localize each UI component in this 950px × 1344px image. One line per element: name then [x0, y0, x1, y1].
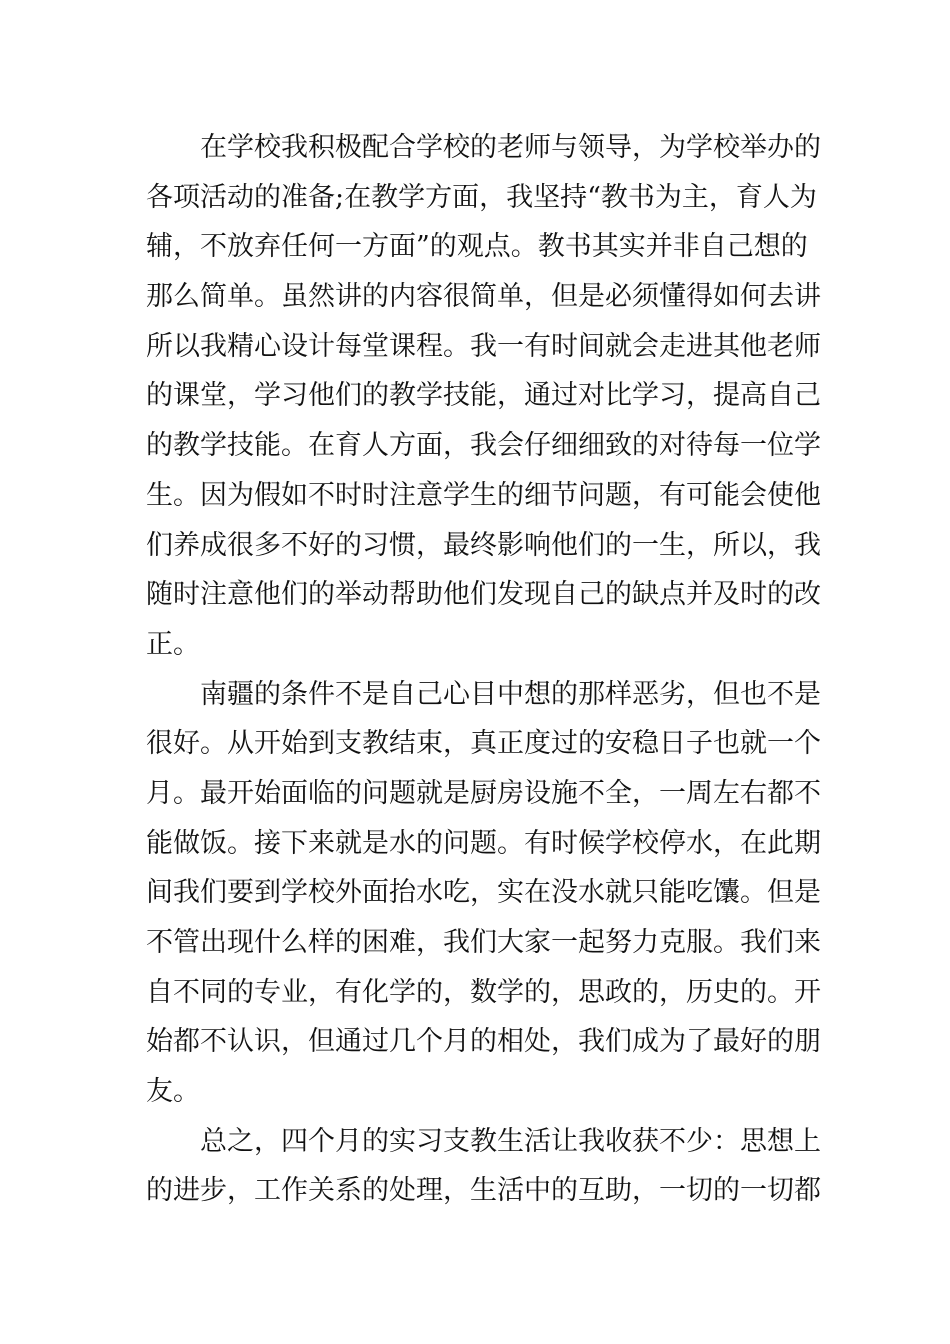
text-line: 友。 [146, 1076, 200, 1108]
text-line: 们养成很多不好的习惯，最终影响他们的一生，所以，我 [146, 529, 821, 561]
text-line: 各项活动的准备;在教学方面，我坚持“教书为主，育人为 [146, 181, 817, 213]
text-line: 的教学技能。在育人方面，我会仔细细致的对待每一位学 [146, 430, 821, 462]
text-line: 很好。从开始到支教结束，真正度过的安稳日子也就一个 [146, 728, 821, 760]
text-line: 在学校我积极配合学校的老师与领导，为学校举办的 [200, 132, 821, 163]
text-line: 不管出现什么样的困难，我们大家一起努力克服。我们来 [146, 927, 821, 958]
text-line: 南疆的条件不是自己心目中想的那样恶劣，但也不是 [200, 678, 821, 710]
text-line: 自不同的专业，有化学的，数学的，思政的，历史的。开 [146, 976, 821, 1008]
text-line: 随时注意他们的举动帮助他们发现自己的缺点并及时的改 [146, 579, 821, 611]
text-line: 间我们要到学校外面抬水吃，实在没水就只能吃馕。但是 [146, 877, 821, 909]
text-line: 那么简单。虽然讲的内容很简单，但是必须懂得如何去讲 [146, 281, 821, 313]
text-line: 的课堂，学习他们的教学技能，通过对比学习，提高自己 [146, 380, 821, 412]
document-body [146, 123, 821, 1216]
text-line: 总之，四个月的实习支教生活让我收获不少：思想上 [200, 1125, 821, 1157]
text-line: 生。因为假如不时时注意学生的细节问题，有可能会使他 [146, 479, 821, 511]
text-line: 始都不认识，但通过几个月的相处，我们成为了最好的朋 [146, 1026, 821, 1058]
text-line: 月。最开始面临的问题就是厨房设施不全，一周左右都不 [146, 777, 821, 809]
text-line: 所以我精心设计每堂课程。我一有时间就会走进其他老师 [146, 330, 821, 362]
text-line: 正。 [146, 628, 200, 660]
text-line: 辅，不放弃任何一方面”的观点。教书其实并非自己想的 [146, 231, 808, 263]
text-line: 的进步，工作关系的处理，生活中的互助，一切的一切都 [146, 1175, 821, 1207]
text-line: 能做饭。接下来就是水的问题。有时候学校停水，在此期 [146, 827, 821, 859]
